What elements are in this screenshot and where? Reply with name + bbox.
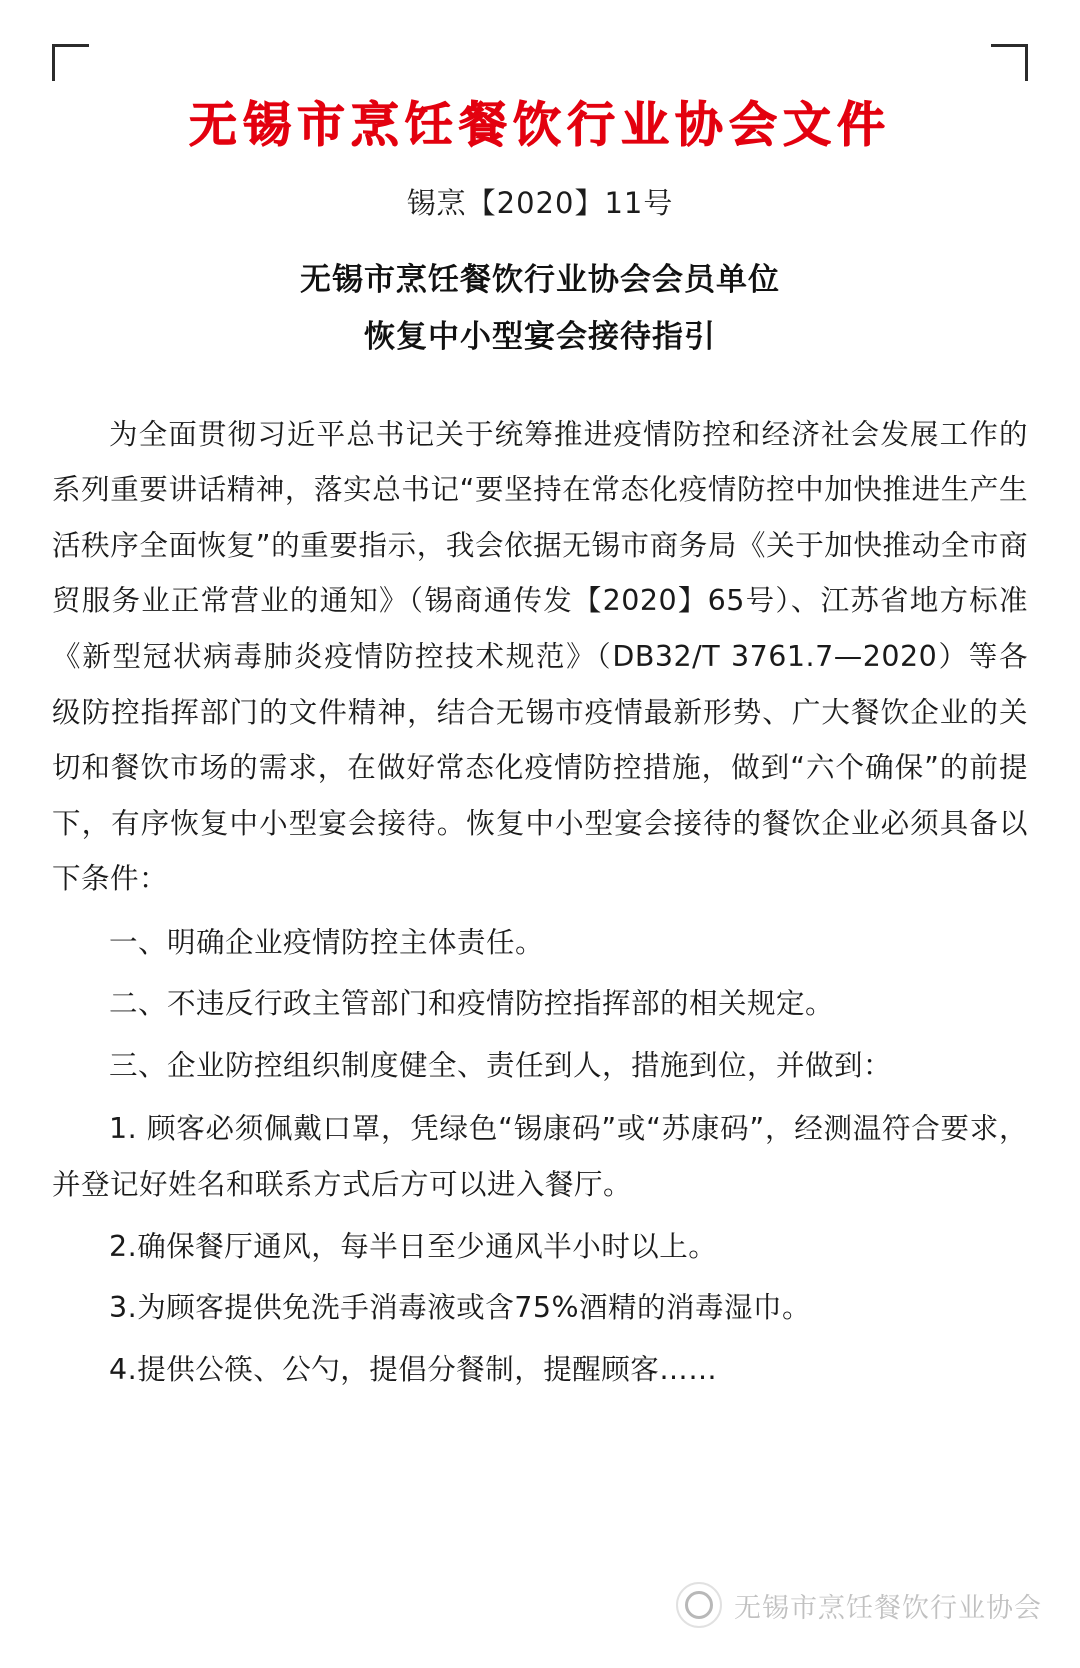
document-subject — [52, 252, 1028, 367]
document-title: 无锡市烹饪餐饮行业协会文件 — [188, 97, 891, 153]
list-item: 一、明确企业疫情防控主体责任。 — [109, 925, 545, 959]
subject-line-2: 恢复中小型宴会接待指引 — [364, 319, 716, 356]
list-item: 二、不违反行政主管部门和疫情防控指挥部的相关规定。 — [109, 987, 835, 1021]
association-seal-icon — [676, 1582, 722, 1628]
subject-line-1: 无锡市烹饪餐饮行业协会会员单位 — [300, 262, 780, 298]
document-content — [52, 44, 1028, 1403]
list-item: 三、企业防控组织制度健全、责任到人，措施到位，并做到： — [109, 1048, 893, 1082]
list-item: 1. 顾客必须佩戴口罩，凭绿色“锡康码”或“苏康码”，经测温符合要求，并登记好姓名和联系方式后方可以进入餐厅。 — [52, 1112, 1028, 1201]
watermark — [676, 1582, 1042, 1628]
conditions-list — [52, 915, 1028, 1094]
document-body — [52, 407, 1028, 1398]
body-paragraph: 为全面贯彻习近平总书记关于统筹推进疫情防控和经济社会发展工作的系列重要讲话精神，落实总书记“要坚持在常态化疫情防控中加快推进生产生活秩序全面恢复”的重要指示，我会依据无锡市商务局《关于加快推动全市商贸服务业正常营业的通知》（锡商通传发【2020】65号）、江苏省地方标准《新型冠状病毒肺炎疫情防控技术规范》（DB32/T 3761.7—2020）等各级防控指挥部门的文件精神，结合无锡市疫情最新形势、广大餐饮企业的关切和餐饮市场的需求，在做好常态化疫情防控措施，做到“六个确保”的前提下，有序恢复中小型宴会接待。恢复中小型宴会接待的餐饮企业必须具备以下条件： — [52, 417, 1028, 896]
watermark-label: 无锡市烹饪餐饮行业协会 — [734, 1592, 1042, 1624]
sub-items-list — [52, 1101, 1028, 1397]
list-item: 2.确保餐厅通风，每半日至少通风半小时以上。 — [109, 1229, 718, 1263]
document-number: 锡烹【2020】11号 — [406, 186, 674, 220]
list-item: 3.为顾客提供免洗手消毒液或含75%酒精的消毒湿巾。 — [109, 1291, 812, 1325]
list-item: 4.提供公筷、公勺，提倡分餐制，提醒顾客…… — [109, 1352, 718, 1386]
